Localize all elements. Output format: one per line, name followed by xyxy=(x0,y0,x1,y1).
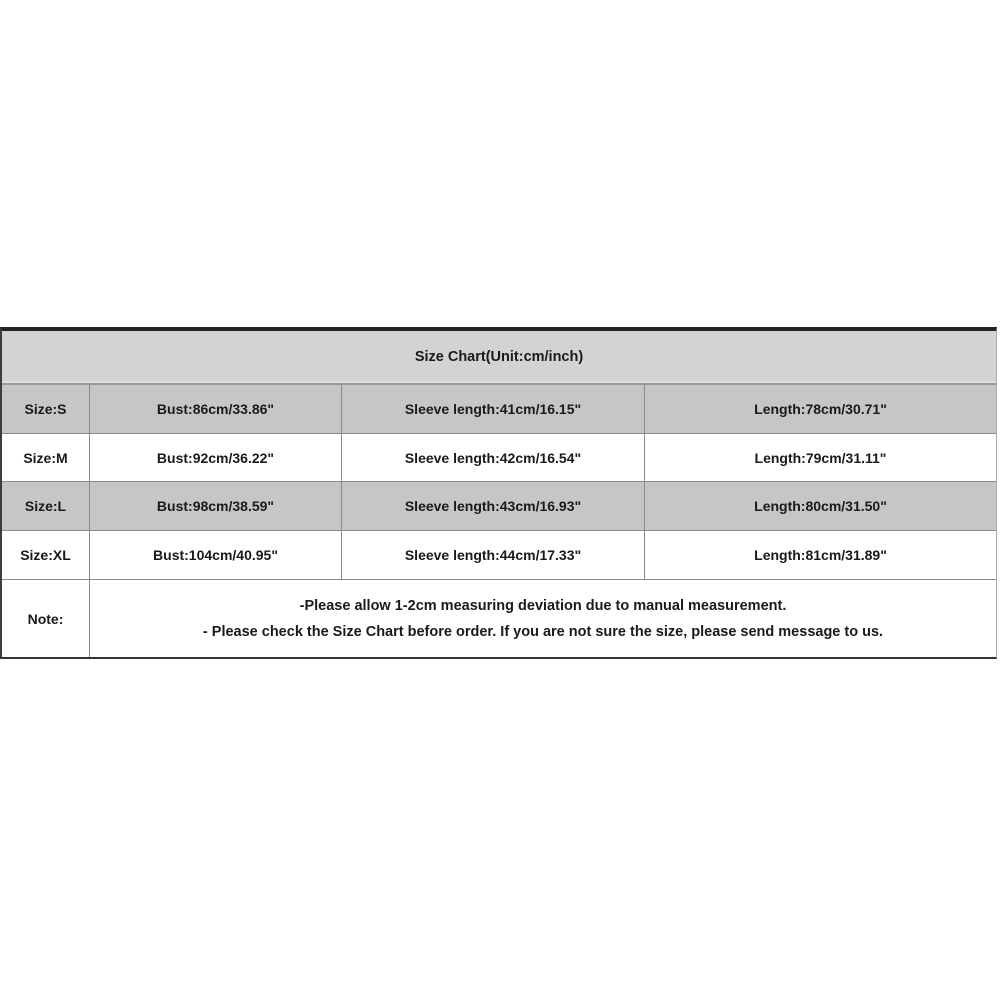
length-cell: Length:80cm/31.50" xyxy=(754,498,887,514)
length-cell: Length:79cm/31.11" xyxy=(754,449,887,466)
bust-cell: Bust:104cm/40.95" xyxy=(90,531,342,579)
length-cell: Length:78cm/30.71" xyxy=(754,401,887,417)
size-cell: Size:M xyxy=(2,434,90,481)
bust-cell: Bust:98cm/38.59" xyxy=(90,482,342,530)
size-cell: Size:L xyxy=(2,482,90,530)
table-row xyxy=(2,385,996,433)
note-line: - Please check the Size Chart before order. If you are not sure the size, please send message to us. xyxy=(202,623,884,640)
sleeve-length-cell: Sleeve length:41cm/16.15" xyxy=(342,385,645,433)
note-line: -Please allow 1-2cm measuring deviation due to manual measurement. xyxy=(299,597,787,614)
size-chart-table xyxy=(0,327,997,659)
table-row xyxy=(2,530,996,579)
size-chart-title: Size Chart(Unit:cm/inch) xyxy=(2,331,996,385)
note-label: Note: xyxy=(2,580,90,657)
note-cell xyxy=(90,580,996,657)
size-cell: Size:XL xyxy=(2,531,90,579)
bust-cell: Bust:86cm/33.86" xyxy=(90,385,342,433)
length-cell: Length:81cm/31.89" xyxy=(754,547,887,563)
sleeve-length-cell: Sleeve length:42cm/16.54" xyxy=(342,434,645,481)
bust-cell: Bust:92cm/36.22" xyxy=(90,434,342,481)
sleeve-length-cell: Sleeve length:43cm/16.93" xyxy=(342,482,645,530)
table-row xyxy=(2,481,996,530)
note-row xyxy=(2,579,996,657)
table-row xyxy=(2,433,996,481)
sleeve-length-cell: Sleeve length:44cm/17.33" xyxy=(342,531,645,579)
size-cell: Size:S xyxy=(2,385,90,433)
